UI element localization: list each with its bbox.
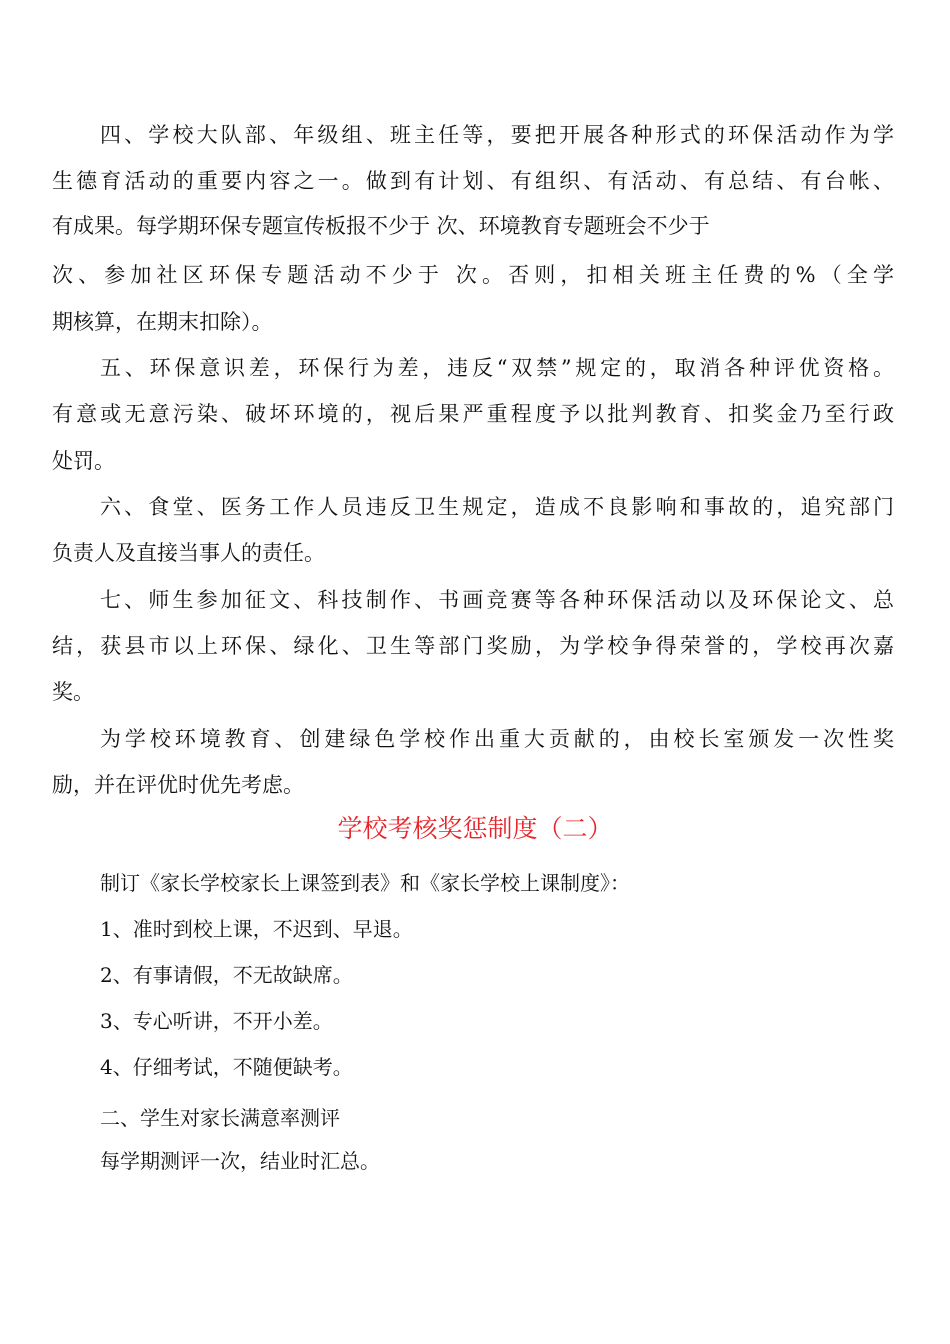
list-item: 4、仔细考试，不随便缺考。 xyxy=(100,1055,353,1079)
section-title: 学校考核奖惩制度（二） xyxy=(337,814,613,843)
list-item: 1、准时到校上课，不迟到、早退。 xyxy=(100,917,413,941)
paragraph-4-line-5: 期核算，在期末扣除）。 xyxy=(52,310,273,334)
list-item: 3、专心听讲，不开小差。 xyxy=(100,1009,333,1033)
paragraph-7-line-1: 七、师生参加征文、科技制作、书画竞赛等各种环保活动以及环保论文、总 xyxy=(100,588,894,612)
paragraph-4-line-1: 四、学校大队部、年级组、班主任等，要把开展各种形式的环保活动作为学 xyxy=(100,123,894,147)
subheading-text: 每学期测评一次，结业时汇总。 xyxy=(100,1149,380,1173)
paragraph-7-line-2: 结，获县市以上环保、绿化、卫生等部门奖励，为学校争得荣誉的，学校再次嘉 xyxy=(52,634,894,658)
paragraph-5-line-1: 五、环保意识差，环保行为差，违反“双禁”规定的，取消各种评优资格。 xyxy=(100,356,894,380)
paragraph-4-line-4: 次、参加社区环保专题活动不少于 次。否则，扣相关班主任费的%（全学 xyxy=(52,263,894,287)
paragraph-8-line-1: 为学校环境教育、创建绿色学校作出重大贡献的，由校长室颁发一次性奖 xyxy=(100,727,894,751)
paragraph-5-line-3: 处罚。 xyxy=(52,449,115,473)
paragraph-5-line-2: 有意或无意污染、破坏环境的，视后果严重程度予以批判教育、扣奖金乃至行政 xyxy=(52,402,894,426)
paragraph-7-line-3: 奖。 xyxy=(52,680,94,704)
paragraph-4-line-2: 生德育活动的重要内容之一。做到有计划、有组织、有活动、有总结、有台帐、 xyxy=(52,169,894,193)
paragraph-8-line-2: 励，并在评优时优先考虑。 xyxy=(52,773,304,797)
paragraph-6-line-2: 负责人及直接当事人的责任。 xyxy=(52,541,325,565)
paragraph-4-line-3: 有成果。每学期环保专题宣传板报不少于 次、环境教育专题班会不少于 xyxy=(52,214,710,238)
list-item: 2、有事请假，不无故缺席。 xyxy=(100,963,353,987)
subheading: 二、学生对家长满意率测评 xyxy=(100,1106,340,1130)
section-intro: 制订《家长学校家长上课签到表》和《家长学校上课制度》： xyxy=(100,871,630,895)
paragraph-6-line-1: 六、食堂、医务工作人员违反卫生规定，造成不良影响和事故的，追究部门 xyxy=(100,495,894,519)
